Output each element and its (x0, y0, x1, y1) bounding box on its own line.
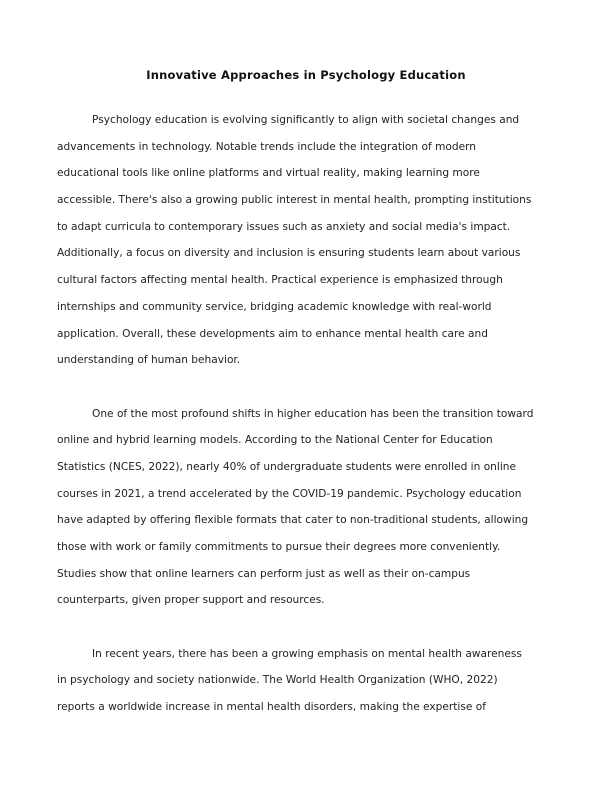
text-line: advancements in technology. Notable trends include the integration of modern (57, 140, 476, 153)
text-line: counterparts, given proper support and resources. (57, 594, 325, 607)
document-title: Innovative Approaches in Psychology Education (146, 68, 466, 82)
text-line: One of the most profound shifts in higher education has been the transition toward (92, 407, 534, 420)
text-line: reports a worldwide increase in mental health disorders, making the expertise of (57, 701, 486, 714)
text-line: cultural factors affecting mental health. Practical experience is emphasized through (57, 274, 503, 287)
paragraph (57, 641, 557, 721)
text-line: internships and community service, bridging academic knowledge with real-world (57, 300, 492, 313)
paragraph (57, 401, 557, 615)
text-line: Additionally, a focus on diversity and inclusion is ensuring students learn about various (57, 247, 521, 260)
text-line: to adapt curricula to contemporary issues such as anxiety and social media's impact. (57, 220, 511, 233)
text-line: accessible. There's also a growing public interest in mental health, prompting institutions (57, 194, 532, 207)
text-line: online and hybrid learning models. According to the National Center for Education (57, 434, 493, 447)
text-line: in psychology and society nationwide. The World Health Organization (WHO, 2022) (57, 674, 498, 687)
document-body (57, 107, 557, 748)
text-line: Statistics (NCES, 2022), nearly 40% of undergraduate students were enrolled in online (57, 460, 517, 473)
text-line: educational tools like online platforms and virtual reality, making learning more (57, 167, 480, 180)
paragraph (57, 107, 557, 374)
text-line: In recent years, there has been a growing emphasis on mental health awareness (92, 647, 522, 660)
text-line: Psychology education is evolving significantly to align with societal changes and (92, 114, 520, 126)
text-line: understanding of human behavior. (57, 354, 241, 367)
text-line: application. Overall, these developments aim to enhance mental health care and (57, 327, 488, 340)
text-line: those with work or family commitments to pursue their degrees more conveniently. (57, 541, 501, 553)
text-line: have adapted by offering flexible formats that cater to non-traditional students, allowing (57, 514, 529, 527)
text-line: Studies show that online learners can perform just as well as their on-campus (57, 567, 471, 580)
text-line: courses in 2021, a trend accelerated by the COVID-19 pandemic. Psychology education (57, 487, 522, 500)
